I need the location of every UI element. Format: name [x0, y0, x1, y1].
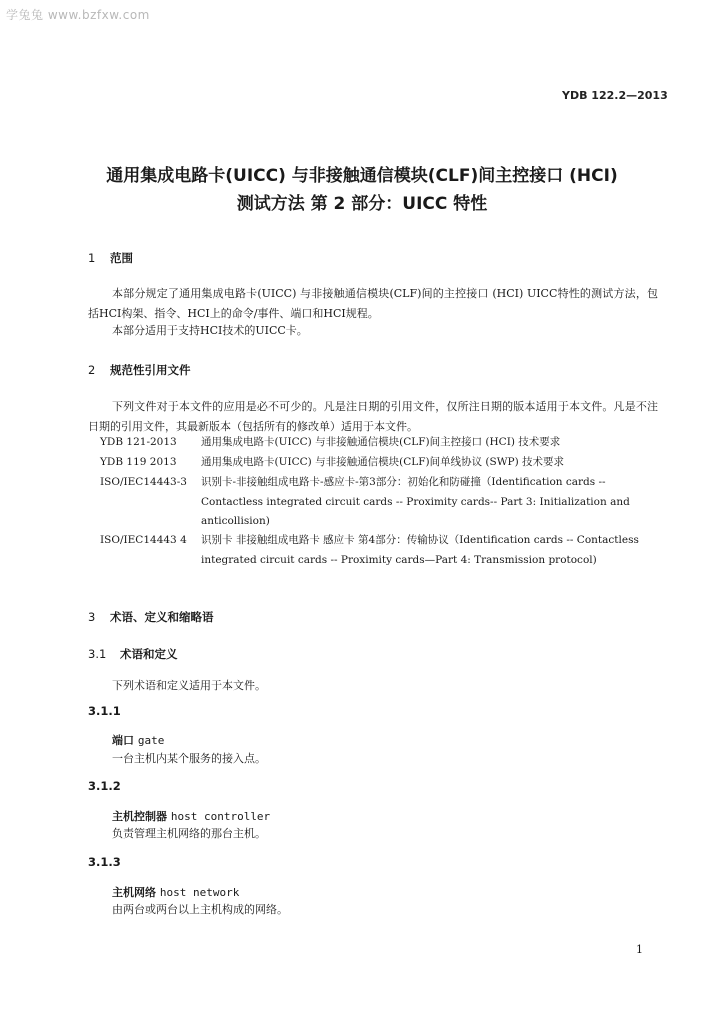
watermark: 学兔兔 www.bzfxw.com	[6, 8, 150, 22]
term-zh: 主机控制器	[112, 810, 167, 823]
term-name	[112, 808, 270, 824]
term-definition: 一台主机内某个服务的接入点。	[112, 752, 266, 765]
section-title: 术语、定义和缩略语	[110, 610, 214, 624]
reference-title: 识别卡 非接触组成电路卡 感应卡 第4部分：传输协议（Identification cards -- Contactless integrated circuit cards -- Proximity cards—Part 4: Transmission protocol)	[201, 534, 639, 566]
reference-title: 通用集成电路卡(UICC) 与非接触通信模块(CLF)间单线协议 (SWP) 技术要求	[201, 456, 564, 468]
section-number: 2	[88, 363, 96, 377]
reference-code: YDB 121-2013	[100, 436, 177, 448]
section-title: 规范性引用文件	[110, 363, 191, 377]
term-number: 3.1.1	[88, 704, 121, 718]
definitions-intro: 下列术语和定义适用于本文件。	[112, 679, 266, 692]
section-number: 3	[88, 610, 96, 624]
section-2-heading	[88, 362, 191, 378]
term-en: gate	[137, 734, 165, 747]
term-name	[112, 884, 239, 900]
scope-paragraph-1: 本部分规定了通用集成电路卡(UICC) 与非接触通信模块(CLF)间的主控接口 (HCI) UICC特性的测试方法，包括HCI构架、指令、HCI上的命令/事件、端口和HCI规程。	[88, 287, 658, 320]
section-3-heading	[88, 609, 214, 625]
reference-code: YDB 119 2013	[100, 456, 177, 468]
standard-number: YDB 122.2—2013	[562, 89, 668, 102]
term-zh: 端口	[112, 734, 134, 747]
references-intro: 下列文件对于本文件的应用是必不可少的。凡是注日期的引用文件，仅所注日期的版本适用于本文件。凡是不注日期的引用文件，其最新版本（包括所有的修改单）适用于本文件。	[88, 400, 658, 433]
term-number: 3.1.3	[88, 855, 121, 869]
term-definition: 负责管理主机网络的那台主机。	[112, 827, 266, 840]
document-title-line2: 测试方法 第 2 部分：UICC 特性	[236, 194, 488, 214]
term-zh: 主机网络	[112, 886, 156, 899]
page-number: 1	[636, 943, 643, 956]
section-number: 3.1	[88, 647, 107, 661]
reference-code: ISO/IEC14443 4	[100, 534, 187, 546]
term-number: 3.1.2	[88, 779, 121, 793]
term-en: host network	[159, 886, 240, 899]
term-name	[112, 732, 164, 748]
reference-title: 识别卡-非接触组成电路卡-感应卡-第3部分：初始化和防碰撞（Identification cards -- Contactless integrated circuit cards -- Proximity cards-- Part 3: Initialization and anticollision)	[201, 476, 630, 527]
reference-title: 通用集成电路卡(UICC) 与非接触通信模块(CLF)间主控接口 (HCI) 技术要求	[201, 436, 561, 448]
term-definition: 由两台或两台以上主机构成的网络。	[112, 903, 288, 916]
section-1-heading	[88, 250, 133, 266]
scope-paragraph-2: 本部分适用于支持HCI技术的UICC卡。	[112, 324, 308, 337]
section-title: 范围	[110, 251, 133, 265]
term-en: host controller	[170, 810, 271, 823]
section-3-1-heading	[88, 646, 178, 662]
section-number: 1	[88, 251, 96, 265]
reference-code: ISO/IEC14443-3	[100, 476, 187, 488]
document-title-line1: 通用集成电路卡(UICC) 与非接触通信模块(CLF)间主控接口 (HCI)	[106, 166, 618, 186]
section-title: 术语和定义	[120, 647, 178, 661]
